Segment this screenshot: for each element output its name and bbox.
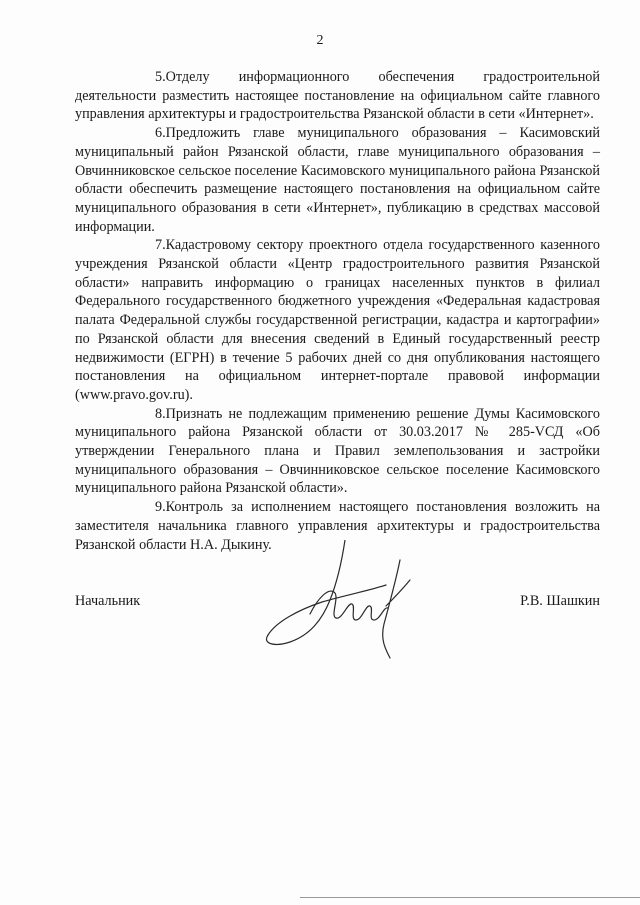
- paragraph-text: Отделу информационного обеспечения градостроительной деятельности разместить настоящее постановление на официальном сайте главного управления архитектуры и градостроительства Рязанской области в сети «Интернет».: [75, 69, 600, 123]
- paragraph-text: Предложить главе муниципального образования – Касимовский муниципальный район Рязанской области, главе муниципального образования – Овчинниковское сельское поселение Касимовского муниципального района Рязанской области обеспечить размещение настоящего постановления на официальном сайте муниципального образования в сети «Интернет», публикацию в средствах массовой информации.: [75, 125, 600, 235]
- signature-row: [75, 593, 600, 615]
- signer-name: Р.В. Шашкин: [520, 593, 600, 609]
- document-body: [75, 68, 600, 554]
- paragraph-number: 7.: [155, 237, 166, 254]
- paragraph-text: Признать не подлежащим применению решение Думы Касимовского муниципального района Рязанской области от 30.03.2017 № 285-VСД «Об утверждении Генерального плана и Правил землепользования и застройки муниципального образования – Овчинниковское сельское поселение Касимовского муниципального района Рязанской области».: [75, 405, 600, 497]
- paragraph-5: [75, 68, 600, 124]
- signer-title: Начальник: [75, 593, 141, 609]
- paragraph-number: 5.: [155, 69, 166, 85]
- paragraph-text: Кадастровому сектору проектного отдела государственного казенного учреждения Рязанской области «Центр градостроительного развития Рязанской области» направить информацию о границах населенных пунктов в филиал Федерального государственного бюджетного учреждения «Федеральная кадастровая палата Федеральной службы государственной регистрации, кадастра и картографии» по Рязанской области для внесения сведений в Единый государственный реестр недвижимости (ЕГРН) в течение 5 рабочих дней со дня опубликования настоящего постановления на официальном интернет-портале правовой информации (www.pravo.gov.ru).: [75, 237, 600, 403]
- paragraph-7: [75, 236, 600, 404]
- paragraph-8: [75, 405, 600, 499]
- paragraph-6: [75, 124, 600, 236]
- page-number: 2: [316, 33, 324, 48]
- paragraph-number: 6.: [155, 125, 166, 142]
- page-edge-line: [300, 897, 640, 898]
- paragraph-text: Контроль за исполнением настоящего постановления возложить на заместителя начальника главного управления архитектуры и градостроительства Рязанской области Н.А. Дыкину.: [75, 499, 600, 553]
- paragraph-number: 8.: [155, 405, 166, 422]
- paragraph-number: 9.: [155, 499, 166, 516]
